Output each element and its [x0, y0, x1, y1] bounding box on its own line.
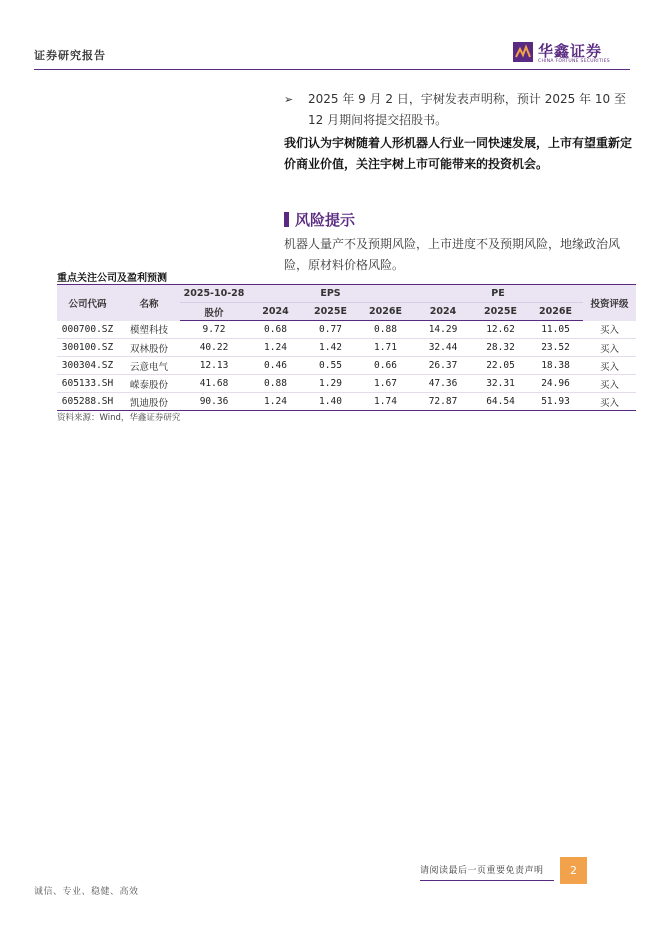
header-pe: PE: [413, 285, 583, 303]
header-date: 2025-10-28: [180, 285, 248, 303]
cell-pe: 22.05: [473, 357, 528, 375]
cell-rating: 买入: [583, 321, 636, 339]
cell-eps: 1.24: [248, 339, 303, 357]
cell-eps: 1.40: [303, 393, 358, 411]
disclaimer-link[interactable]: 请阅读最后一页重要免责声明: [420, 866, 544, 876]
header-pe-year: 2025E: [473, 303, 528, 321]
header-price: 股价: [180, 303, 248, 321]
cell-eps: 1.67: [358, 375, 413, 393]
cell-price: 12.13: [180, 357, 248, 375]
logo-subtext: CHINA FORTUNE SECURITIES: [538, 59, 610, 64]
cell-pe: 47.36: [413, 375, 473, 393]
cell-rating: 买入: [583, 339, 636, 357]
header-eps-year: 2026E: [358, 303, 413, 321]
cell-pe: 28.32: [473, 339, 528, 357]
cell-name: 模塑科技: [118, 321, 180, 339]
cell-pe: 72.87: [413, 393, 473, 411]
cell-code: 300304.SZ: [57, 357, 118, 375]
page-number-badge: 2: [560, 857, 587, 884]
footer-slogan: 诚信、专业、稳健、高效: [34, 887, 139, 897]
table-source-note: 资料来源：Wind，华鑫证券研究: [57, 413, 181, 423]
cell-pe: 64.54: [473, 393, 528, 411]
header-code: 公司代码: [57, 285, 118, 321]
company-logo: [513, 40, 633, 68]
risk-heading: [284, 209, 355, 230]
cell-name: 双林股份: [118, 339, 180, 357]
cell-pe: 26.37: [413, 357, 473, 375]
header-eps-year: 2024: [248, 303, 303, 321]
cell-eps: 1.42: [303, 339, 358, 357]
cell-eps: 1.71: [358, 339, 413, 357]
table-row: [57, 321, 636, 339]
cell-pe: 32.31: [473, 375, 528, 393]
logo-icon: [513, 42, 533, 62]
table-row: [57, 357, 636, 375]
cell-pe: 23.52: [528, 339, 583, 357]
cell-code: 300100.SZ: [57, 339, 118, 357]
cell-eps: 0.68: [248, 321, 303, 339]
table-row: [57, 375, 636, 393]
cell-pe: 11.05: [528, 321, 583, 339]
cell-code: 605133.SH: [57, 375, 118, 393]
footer-divider: [420, 880, 554, 881]
cell-name: 凯迪股份: [118, 393, 180, 411]
table-title: 重点关注公司及盈利预测: [57, 273, 167, 284]
risk-paragraph: 机器人量产不及预期风险，上市进度不及预期风险，地缘政治风险，原材料价格风险。: [284, 237, 621, 272]
cell-eps: 0.66: [358, 357, 413, 375]
cell-pe: 24.96: [528, 375, 583, 393]
cell-name: 云意电气: [118, 357, 180, 375]
investment-view-paragraph: 我们认为宇树随着人形机器人行业一同快速发展，上市有望重新定价商业价值，关注宇树上市可能带来的投资机会。: [284, 136, 633, 171]
cell-eps: 1.29: [303, 375, 358, 393]
risk-heading-text: 风险提示: [295, 211, 356, 229]
cell-eps: 0.55: [303, 357, 358, 375]
cell-price: 40.22: [180, 339, 248, 357]
report-type-label: 证券研究报告: [34, 49, 106, 62]
table-row: [57, 339, 636, 357]
cell-price: 41.68: [180, 375, 248, 393]
cell-eps: 0.88: [358, 321, 413, 339]
cell-name: 嵘泰股份: [118, 375, 180, 393]
cell-pe: 51.93: [528, 393, 583, 411]
header-eps: EPS: [248, 285, 413, 303]
cell-eps: 0.77: [303, 321, 358, 339]
header-eps-year: 2025E: [303, 303, 358, 321]
logo-text: 华鑫证券: [538, 42, 603, 60]
cell-eps: 1.24: [248, 393, 303, 411]
cell-rating: 买入: [583, 375, 636, 393]
cell-price: 9.72: [180, 321, 248, 339]
cell-price: 90.36: [180, 393, 248, 411]
header-pe-year: 2026E: [528, 303, 583, 321]
table-row: [57, 393, 636, 411]
header-pe-year: 2024: [413, 303, 473, 321]
cell-eps: 1.74: [358, 393, 413, 411]
cell-code: 605288.SH: [57, 393, 118, 411]
header-name: 名称: [118, 285, 180, 321]
cell-pe: 14.29: [413, 321, 473, 339]
cell-code: 000700.SZ: [57, 321, 118, 339]
header-divider: [34, 69, 630, 70]
cell-eps: 0.88: [248, 375, 303, 393]
cell-pe: 32.44: [413, 339, 473, 357]
forecast-table: [57, 284, 636, 411]
cell-rating: 买入: [583, 357, 636, 375]
heading-bar-icon: [284, 212, 289, 227]
cell-pe: 12.62: [473, 321, 528, 339]
cell-pe: 18.38: [528, 357, 583, 375]
bullet-arrow-icon: ➢: [284, 93, 294, 106]
cell-rating: 买入: [583, 393, 636, 411]
header-rating: 投资评级: [583, 285, 636, 321]
cell-eps: 0.46: [248, 357, 303, 375]
bullet-text: 2025 年 9 月 2 日，宇树发表声明称，预计 2025 年 10 至 12 月期间将提交招股书。: [308, 92, 626, 127]
